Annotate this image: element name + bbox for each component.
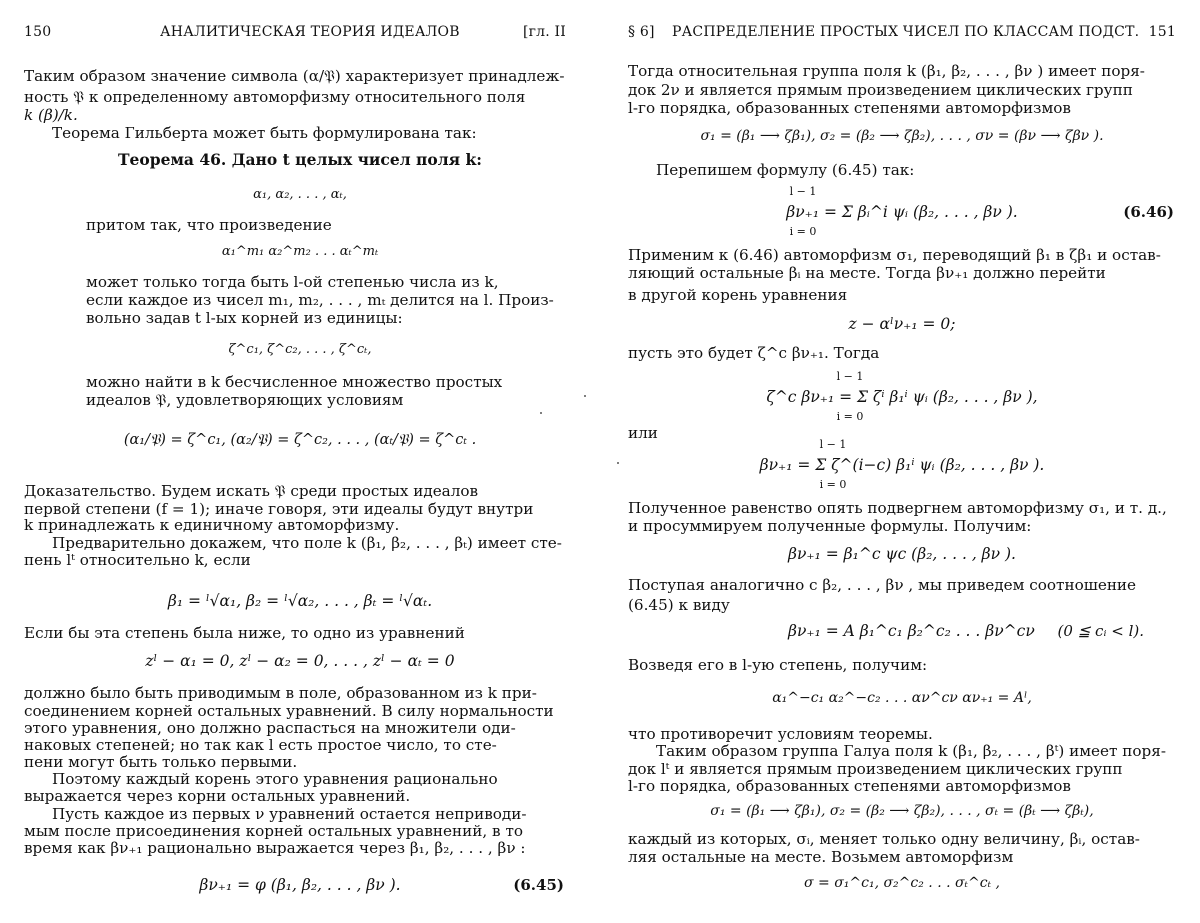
text-line: если каждое из чисел m₁, m₂, . . . , mₜ делится на l. Произ- xyxy=(86,292,554,309)
page-number: 150 xyxy=(24,24,52,40)
running-title: АНАЛИТИЧЕСКАЯ ТЕОРИЯ ИДЕАЛОВ xyxy=(160,24,460,40)
text-line: Таким образом группа Галуа поля k (β₁, β₂, . . . , βᵗ) имеет поря- xyxy=(656,743,1166,760)
text-line: ляющий остальные βᵢ на месте. Тогда βν₊₁ должно перейти xyxy=(628,265,1106,282)
formula: α₁, α₂, . . . , αₜ, xyxy=(253,187,347,202)
text-line: пень lᵗ относительно k, если xyxy=(24,552,251,569)
text-line: Перепишем формулу (6.45) так: xyxy=(656,162,915,179)
text-line: может только тогда быть l-ой степенью числа из k, xyxy=(86,274,499,291)
text-line: l-го порядка, образованных степенями автоморфизмов xyxy=(628,778,1071,795)
section-ref: § 6] xyxy=(628,24,655,40)
text-line: пусть это будет ζ^c βν₊₁. Тогда xyxy=(628,345,880,362)
text-line: должно было быть приводимым в поле, образованном из k при- xyxy=(24,685,537,702)
text-line: идеалов 𝔓, удовлетворяющих условиям xyxy=(86,392,404,409)
sum-lower-limit: i = 0 xyxy=(836,410,864,423)
formula: βν₊₁ = β₁^c ψc (β₂, . . . , βν ). xyxy=(788,545,1016,563)
theorem-heading: Теорема 46. Дано t целых чисел поля k: xyxy=(118,150,482,169)
text-line: или xyxy=(628,425,658,442)
chapter-ref: [гл. II xyxy=(522,24,566,40)
text-line: Возведя его в l-ую степень, получим: xyxy=(628,657,928,674)
text-line: наковых степеней; но так как l есть простое число, то сте- xyxy=(24,737,497,754)
text-line: док 2ν и является прямым произведением циклических групп xyxy=(628,82,1133,99)
text-line: в другой корень уравнения xyxy=(628,287,848,304)
scan-speck xyxy=(617,462,619,464)
text-line: ляя остальные на месте. Возьмем автоморфизм xyxy=(628,849,1014,866)
text-line: Пусть каждое из первых ν уравнений остается неприводи- xyxy=(52,806,527,823)
formula: σ₁ = (β₁ ⟶ ζβ₁), σ₂ = (β₂ ⟶ ζβ₂), . . . , σν = (βν ⟶ ζβν ). xyxy=(700,128,1104,144)
text-line: Полученное равенство опять подвергнем автоморфизму σ₁, и т. д., xyxy=(628,500,1167,517)
text-line: (6.45) к виду xyxy=(628,597,730,614)
text-line: вольно задав t l-ых корней из единицы: xyxy=(86,310,403,327)
text-line: док lᵗ и является прямым произведением циклических групп xyxy=(628,761,1123,778)
text-line: выражается через корни остальных уравнений. xyxy=(24,788,411,805)
text-line: Таким образом значение символа (α/𝔓) характеризует принадлеж- xyxy=(24,68,565,85)
text-line: этого уравнения, оно должно распасться на множители оди- xyxy=(24,720,516,737)
text-line: Предварительно докажем, что поле k (β₁, β₂, . . . , βₜ) имеет сте- xyxy=(52,535,562,552)
text-line: первой степени (f = 1); иначе говоря, эти идеалы будут внутри xyxy=(24,501,534,518)
sum-upper-limit: l − 1 xyxy=(836,370,864,383)
left-page xyxy=(24,0,576,923)
left-running-header xyxy=(24,24,576,44)
scan-speck xyxy=(584,395,586,397)
text-line: притом так, что произведение xyxy=(86,217,332,234)
text-line: Поступая аналогично с β₂, . . . , βν , мы приведем соотношение xyxy=(628,577,1137,594)
formula: β₁ = ˡ√α₁, β₂ = ˡ√α₂, . . . , βₜ = ˡ√αₜ. xyxy=(167,592,433,610)
scan-speck xyxy=(540,412,542,414)
equation-number: (6.46) xyxy=(1123,203,1174,221)
text-line: Доказательство. Будем искать 𝔓 среди простых идеалов xyxy=(24,483,479,500)
text-line: мым после присоединения корней остальных уравнений, в то xyxy=(24,823,523,840)
formula: σ = σ₁^c₁, σ₂^c₂ . . . σₜ^cₜ , xyxy=(804,875,1000,891)
formula: βν₊₁ = φ (β₁, β₂, . . . , βν ). xyxy=(199,876,401,894)
text-line: соединением корней остальных уравнений. В силу нормальности xyxy=(24,703,554,720)
formula: α₁^m₁ α₂^m₂ . . . αₜ^mₜ xyxy=(221,244,379,259)
formula-condition: (0 ≦ cᵢ < l). xyxy=(1057,622,1144,640)
page-number: 151 xyxy=(1148,24,1176,40)
text-line: k принадлежать к единичному автоморфизму. xyxy=(24,517,400,534)
right-running-header xyxy=(628,24,1176,44)
formula: βν₊₁ = Σ ζ^(i−c) β₁ⁱ ψᵢ (β₂, . . . , βν ). xyxy=(759,456,1045,474)
text-line: Тогда относительная группа поля k (β₁, β₂, . . . , βν ) имеет поря- xyxy=(628,63,1145,80)
text-line: l-го порядка, образованных степенями автоморфизмов xyxy=(628,100,1071,117)
text-line: Поэтому каждый корень этого уравнения рационально xyxy=(52,771,498,788)
running-title: РАСПРЕДЕЛЕНИЕ ПРОСТЫХ ЧИСЕЛ ПО КЛАССАМ ПОДСТ. xyxy=(672,24,1140,40)
right-page xyxy=(628,0,1176,923)
text-line: что противоречит условиям теоремы. xyxy=(628,726,933,743)
text-line: Теорема Гильберта может быть формулирована так: xyxy=(52,125,477,142)
text-line: время как βν₊₁ рационально выражается через β₁, β₂, . . . , βν : xyxy=(24,840,526,857)
text-line: каждый из которых, σᵢ, меняет только одну величину, βᵢ, остав- xyxy=(628,831,1140,848)
text-line: можно найти в k бесчисленное множество простых xyxy=(86,374,503,391)
text-line: ность 𝔓 к определенному автоморфизму относительного поля xyxy=(24,89,526,106)
formula: βν₊₁ = A β₁^c₁ β₂^c₂ . . . βν^cν xyxy=(788,622,1035,640)
equation-number: (6.45) xyxy=(513,876,564,894)
formula: ζ^c₁, ζ^c₂, . . . , ζ^cₜ, xyxy=(228,342,372,357)
formula: zˡ − α₁ = 0, zˡ − α₂ = 0, . . . , zˡ − αₜ = 0 xyxy=(145,652,455,670)
sum-lower-limit: i = 0 xyxy=(819,478,847,491)
formula: ζ^c βν₊₁ = Σ ζⁱ β₁ⁱ ψᵢ (β₂, . . . , βν ), xyxy=(766,388,1038,406)
formula: z − αˡν₊₁ = 0; xyxy=(848,315,956,333)
formula: βν₊₁ = Σ βᵢ^i ψᵢ (β₂, . . . , βν ). xyxy=(786,203,1018,221)
formula: (α₁/𝔓) = ζ^c₁, (α₂/𝔓) = ζ^c₂, . . . , (αₜ/𝔓) = ζ^cₜ . xyxy=(123,432,477,448)
sum-upper-limit: l − 1 xyxy=(819,438,847,451)
formula: σ₁ = (β₁ ⟶ ζβ₁), σ₂ = (β₂ ⟶ ζβ₂), . . . , σₜ = (βₜ ⟶ ζβₜ), xyxy=(710,803,1094,819)
text-line: пени могут быть только первыми. xyxy=(24,754,298,771)
sum-upper-limit: l − 1 xyxy=(789,185,817,198)
text-line: k (β)/k. xyxy=(24,107,78,124)
formula: α₁^−c₁ α₂^−c₂ . . . αν^cν αν₊₁ = Aˡ, xyxy=(772,690,1032,706)
text-line: и просуммируем полученные формулы. Получим: xyxy=(628,518,1032,535)
text-line: Применим к (6.46) автоморфизм σ₁, переводящий β₁ в ζβ₁ и остав- xyxy=(628,247,1161,264)
text-line: Если бы эта степень была ниже, то одно из уравнений xyxy=(24,625,465,642)
sum-lower-limit: i = 0 xyxy=(789,225,817,238)
